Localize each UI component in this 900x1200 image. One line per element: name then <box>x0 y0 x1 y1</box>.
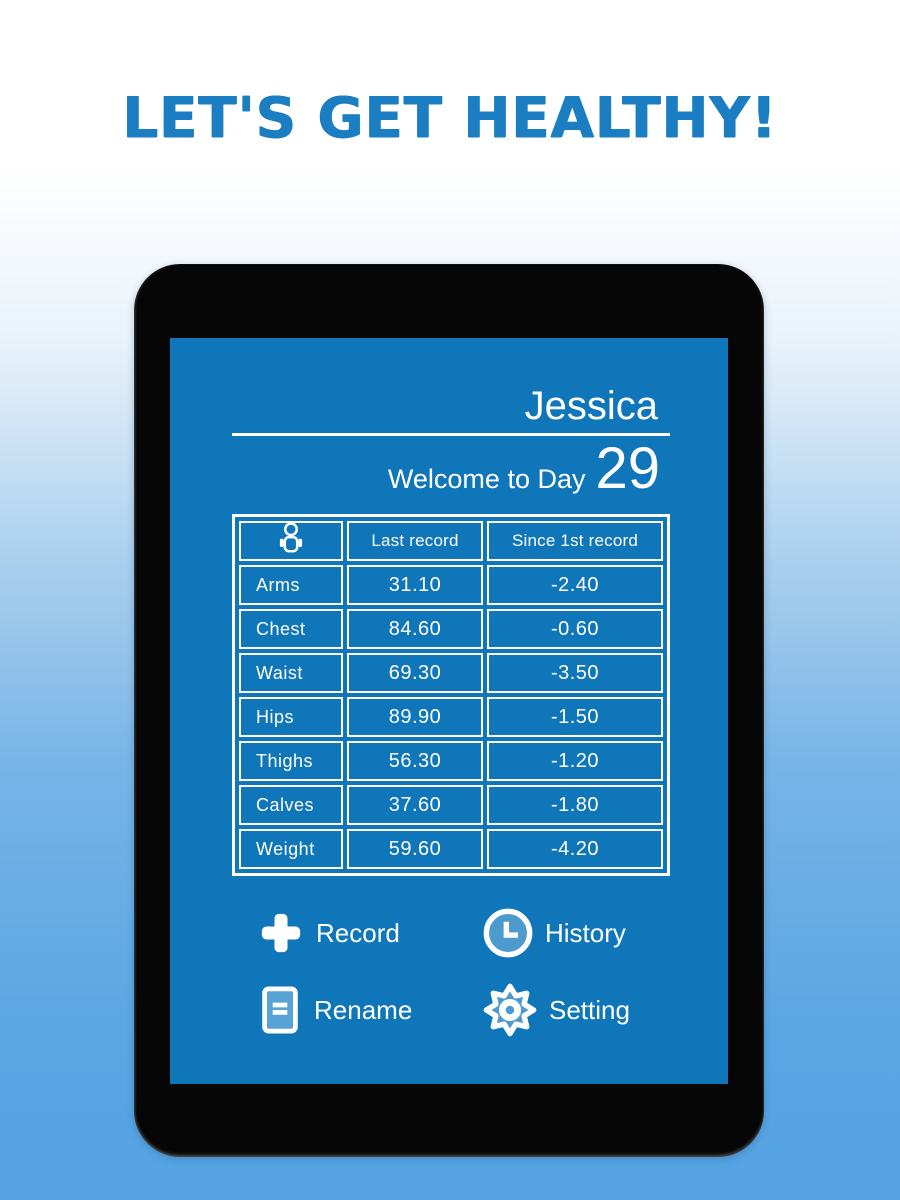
row-arms-last: 31.10 <box>347 565 483 605</box>
app-screen <box>170 338 728 1084</box>
action-buttons <box>232 908 670 1038</box>
clock-icon <box>483 908 533 958</box>
row-calves-since: -1.80 <box>487 785 663 825</box>
row-thighs-last: 56.30 <box>347 741 483 781</box>
note-icon <box>258 985 302 1035</box>
record-button[interactable] <box>232 908 457 958</box>
row-waist-last: 69.30 <box>347 653 483 693</box>
rename-button[interactable] <box>232 982 457 1038</box>
table-header-last-record: Last record <box>347 521 483 561</box>
user-name: Jessica <box>232 338 670 436</box>
row-weight-since: -4.20 <box>487 829 663 869</box>
row-chest-last: 84.60 <box>347 609 483 649</box>
row-hips-last: 89.90 <box>347 697 483 737</box>
row-arms-since: -2.40 <box>487 565 663 605</box>
gear-icon <box>483 982 537 1038</box>
row-thighs-since: -1.20 <box>487 741 663 781</box>
record-label: Record <box>316 917 400 948</box>
row-hips-since: -1.50 <box>487 697 663 737</box>
measurements-table <box>232 514 670 876</box>
row-label-chest: Chest <box>239 609 343 649</box>
row-label-waist: Waist <box>239 653 343 693</box>
table-header-since-first: Since 1st record <box>487 521 663 561</box>
page-title: LET'S GET HEALTHY! <box>122 86 778 151</box>
row-label-weight: Weight <box>239 829 343 869</box>
welcome-prefix: Welcome to Day <box>387 464 586 494</box>
row-label-thighs: Thighs <box>239 741 343 781</box>
row-label-hips: Hips <box>239 697 343 737</box>
welcome-message <box>232 436 670 501</box>
plus-icon <box>258 910 304 956</box>
tablet-frame <box>134 264 764 1157</box>
person-icon <box>274 520 308 563</box>
row-chest-since: -0.60 <box>487 609 663 649</box>
history-label: History <box>545 917 626 948</box>
setting-button[interactable] <box>457 982 670 1038</box>
row-calves-last: 37.60 <box>347 785 483 825</box>
setting-label: Setting <box>549 994 630 1025</box>
row-waist-since: -3.50 <box>487 653 663 693</box>
day-number: 29 <box>595 436 660 501</box>
row-weight-last: 59.60 <box>347 829 483 869</box>
row-label-calves: Calves <box>239 785 343 825</box>
row-label-arms: Arms <box>239 565 343 605</box>
history-button[interactable] <box>457 908 670 958</box>
table-header-body <box>239 521 343 561</box>
rename-label: Rename <box>314 994 413 1025</box>
